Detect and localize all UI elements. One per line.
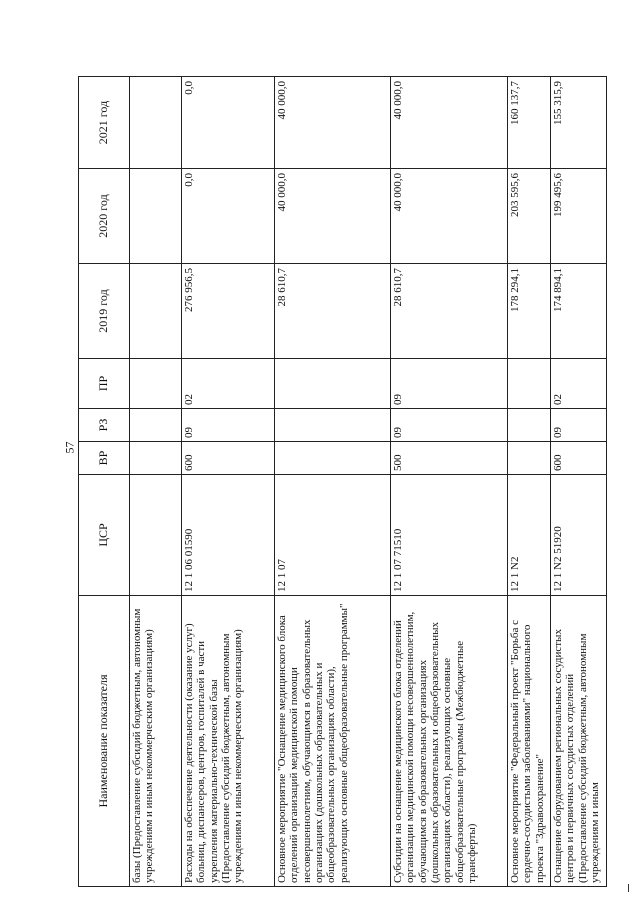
- table-row: [275, 77, 391, 887]
- cell-rz: 09: [551, 409, 607, 442]
- table-row: [508, 77, 551, 887]
- cell-2019: 28 610,7: [391, 264, 508, 359]
- cell-name: Расходы на обеспечение деятельности (оказание услуг) больниц, диспансеров, центров, госпиталей в части укрепления материально-технической базы (Предоставление субсидий бюджетным, автономным учреждениям и иным некоммерческим организациям): [182, 596, 275, 887]
- header-2019: 2019 год: [79, 264, 130, 359]
- cell-pr: [275, 359, 391, 409]
- cell-name: Основное мероприятие "Оснащение медицинского блока отделений организаций медицинской помощи несовершеннолетним, обучающимся в образовательных организациях (дошкольных образовательных и общеобразовательных организациях области), реализующих основные общеобразовательные программы": [275, 596, 391, 887]
- cell-2021: 40 000,0: [275, 77, 391, 169]
- cell-rz: 09: [391, 409, 508, 442]
- cell-2020: 40 000,0: [275, 169, 391, 264]
- cell-2021: 0,0: [182, 77, 275, 169]
- rotated-table-container: [78, 77, 601, 887]
- cell-pr: [130, 359, 182, 409]
- cell-name: Основное мероприятие "Федеральный проект "Борьба с сердечно-сосудистыми заболеваниями" национального проекта "Здравоохранение": [508, 596, 551, 887]
- cell-vr: [275, 442, 391, 475]
- cell-vr: [130, 442, 182, 475]
- cell-2021: 155 315,9: [551, 77, 607, 169]
- cell-2020: 0,0: [182, 169, 275, 264]
- cell-2019: 174 894,1: [551, 264, 607, 359]
- cell-csr: 12 1 N2: [508, 475, 551, 596]
- cell-csr: 12 1 07 71510: [391, 475, 508, 596]
- header-name: Наименование показателя: [79, 596, 130, 887]
- cell-2019: 178 294,1: [508, 264, 551, 359]
- cell-pr: [508, 359, 551, 409]
- cell-csr: 12 1 N2 51920: [551, 475, 607, 596]
- cell-rz: [130, 409, 182, 442]
- cell-vr: [508, 442, 551, 475]
- cell-vr: 600: [551, 442, 607, 475]
- cell-name: Оснащение оборудованием региональных сосудистых центров и первичных сосудистых отделений (Предоставление субсидий бюджетным, автономным учреждениям и иным: [551, 596, 607, 887]
- cell-pr: 02: [182, 359, 275, 409]
- cell-rz: [275, 409, 391, 442]
- cell-2019: [130, 264, 182, 359]
- header-rz: РЗ: [79, 409, 130, 442]
- cell-vr: 500: [391, 442, 508, 475]
- table-row: [551, 77, 607, 887]
- header-2021: 2021 год: [79, 77, 130, 169]
- edge-mark: [628, 884, 629, 892]
- cell-2019: 28 610,7: [275, 264, 391, 359]
- table-row: [130, 77, 182, 887]
- cell-2020: 199 495,6: [551, 169, 607, 264]
- table-header-row: [79, 77, 130, 887]
- cell-name: Субсидии на оснащение медицинского блока отделений организации медицинской помощи несовершеннолетним, обучающимся в образовательных организациях (дошкольных образовательных и общеобразовательных организациях области), реализующих основные общеобразовательные программы (Межбюджетные трансферты): [391, 596, 508, 887]
- cell-rz: [508, 409, 551, 442]
- cell-2021: 160 137,7: [508, 77, 551, 169]
- cell-csr: [130, 475, 182, 596]
- cell-csr: 12 1 07: [275, 475, 391, 596]
- cell-pr: 09: [391, 359, 508, 409]
- cell-name: базы (Предоставление субсидий бюджетным, автономным учреждениям и иным некоммерческим организациям): [130, 596, 182, 887]
- table-row: [391, 77, 508, 887]
- cell-2020: 203 595,6: [508, 169, 551, 264]
- cell-rz: 09: [182, 409, 275, 442]
- cell-2019: 276 956,5: [182, 264, 275, 359]
- cell-vr: 600: [182, 442, 275, 475]
- cell-csr: 12 1 06 01590: [182, 475, 275, 596]
- header-vr: ВР: [79, 442, 130, 475]
- budget-table: [78, 76, 607, 887]
- cell-2021: 40 000,0: [391, 77, 508, 169]
- cell-2021: [130, 77, 182, 169]
- cell-pr: 02: [551, 359, 607, 409]
- header-pr: ПР: [79, 359, 130, 409]
- header-csr: ЦСР: [79, 475, 130, 596]
- cell-2020: 40 000,0: [391, 169, 508, 264]
- table-row: [182, 77, 275, 887]
- page-number: 57: [62, 441, 77, 454]
- header-2020: 2020 год: [79, 169, 130, 264]
- cell-2020: [130, 169, 182, 264]
